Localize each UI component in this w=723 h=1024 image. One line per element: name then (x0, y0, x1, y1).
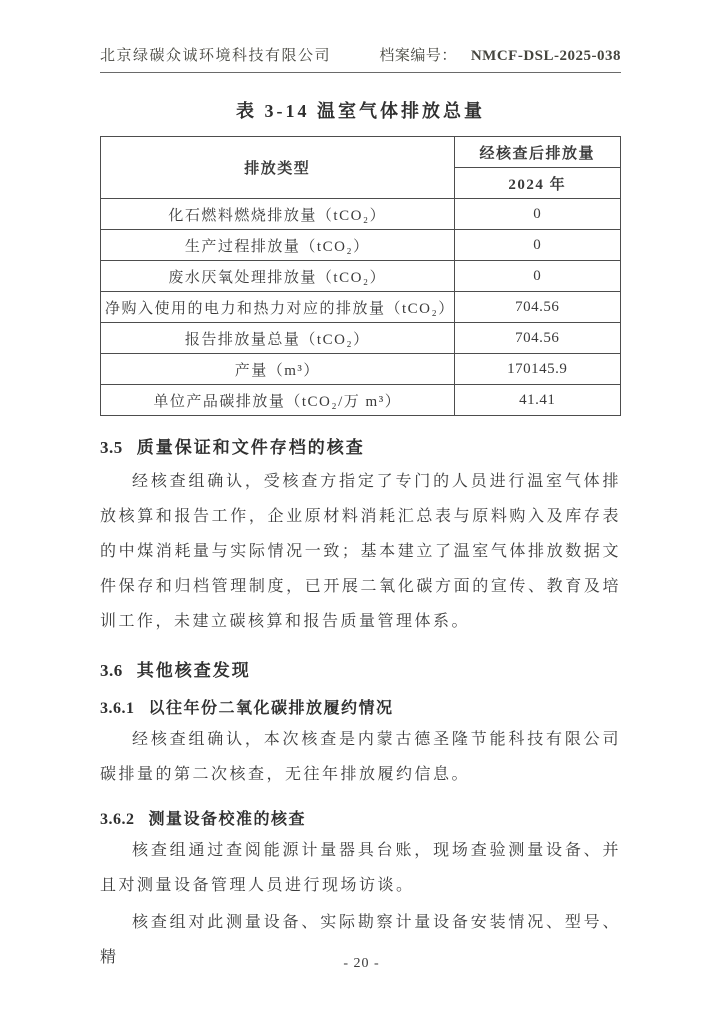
section-number: 3.6.2 (100, 811, 135, 828)
section-heading-3-5 (100, 433, 621, 458)
emission-value-cell: 0 (454, 261, 620, 292)
table-title: 表 3-14 温室气体排放总量 (236, 101, 485, 121)
table-row (101, 199, 621, 230)
table-row (101, 354, 621, 385)
section-heading-3-6-2 (100, 806, 621, 829)
column-header-emission-type: 排放类型 (101, 137, 455, 199)
table-header-row (101, 137, 621, 168)
section-title: 其他核查发现 (136, 661, 251, 680)
section-heading-3-6-1 (100, 695, 621, 718)
table-row (101, 292, 621, 323)
paragraph-3-6-1: 经核查组确认，本次核查是内蒙古德圣隆节能科技有限公司碳排量的第二次核查，无往年排放履约信息。 (100, 731, 621, 783)
page-number: - 20 - (343, 956, 380, 971)
document-body (100, 433, 621, 975)
emission-type-cell: 化石燃料燃烧排放量（tCO₂） (101, 199, 455, 230)
emission-type-cell: 生产过程排放量（tCO₂） (101, 230, 455, 261)
section-number: 3.6.1 (100, 700, 135, 717)
table-row (101, 385, 621, 416)
emission-value-cell: 704.56 (454, 292, 620, 323)
emission-value-cell: 0 (454, 230, 620, 261)
emission-type-cell: 净购入使用的电力和热力对应的排放量（tCO₂） (101, 292, 455, 323)
emission-type-cell: 产量（m³） (101, 354, 455, 385)
table-row (101, 323, 621, 354)
section-number: 3.6 (100, 661, 123, 680)
archive-number-value: NMCF-DSL-2025-038 (470, 48, 621, 64)
emission-type-cell: 废水厌氧处理排放量（tCO₂） (101, 261, 455, 292)
section-number: 3.5 (100, 438, 123, 457)
section-title: 质量保证和文件存档的核查 (136, 438, 365, 457)
section-title: 以往年份二氧化碳排放履约情况 (148, 700, 394, 717)
emission-value-cell: 170145.9 (454, 354, 620, 385)
emission-value-cell: 704.56 (454, 323, 620, 354)
document-page (100, 44, 621, 975)
table-row (101, 261, 621, 292)
archive-number-label: 档案编号： (379, 48, 457, 64)
column-header-year: 2024 年 (454, 168, 620, 199)
paragraph-3-6-2-a: 核查组通过查阅能源计量器具台账，现场查验测量设备、并且对测量设备管理人员进行现场访谈。 (100, 842, 621, 894)
archive-number-block (379, 44, 621, 65)
company-name: 北京绿碳众诚环境科技有限公司 (100, 48, 332, 64)
emission-type-cell: 单位产品碳排放量（tCO₂/万 m³） (101, 385, 455, 416)
column-header-verified-emissions: 经核查后排放量 (454, 137, 620, 168)
emission-value-cell: 0 (454, 199, 620, 230)
emission-value-cell: 41.41 (454, 385, 620, 416)
document-header (100, 44, 621, 73)
section-heading-3-6 (100, 656, 621, 681)
paragraph-3-6-2-b: 核查组对此测量设备、实际勘察计量设备安装情况、型号、精 (100, 914, 621, 966)
emission-type-cell: 报告排放量总量（tCO₂） (101, 323, 455, 354)
table-row (101, 230, 621, 261)
paragraph-3-5: 经核查组确认，受核查方指定了专门的人员进行温室气体排放核算和报告工作，企业原材料消耗汇总表与原料购入及库存表的中煤消耗量与实际情况一致；基本建立了温室气体排放数据文件保存和归档管理制度，已开展二氧化碳方面的宣传、教育及培训工作，未建立碳核算和报告质量管理体系。 (100, 473, 621, 630)
emissions-table (100, 136, 621, 416)
section-title: 测量设备校准的核查 (148, 811, 307, 828)
